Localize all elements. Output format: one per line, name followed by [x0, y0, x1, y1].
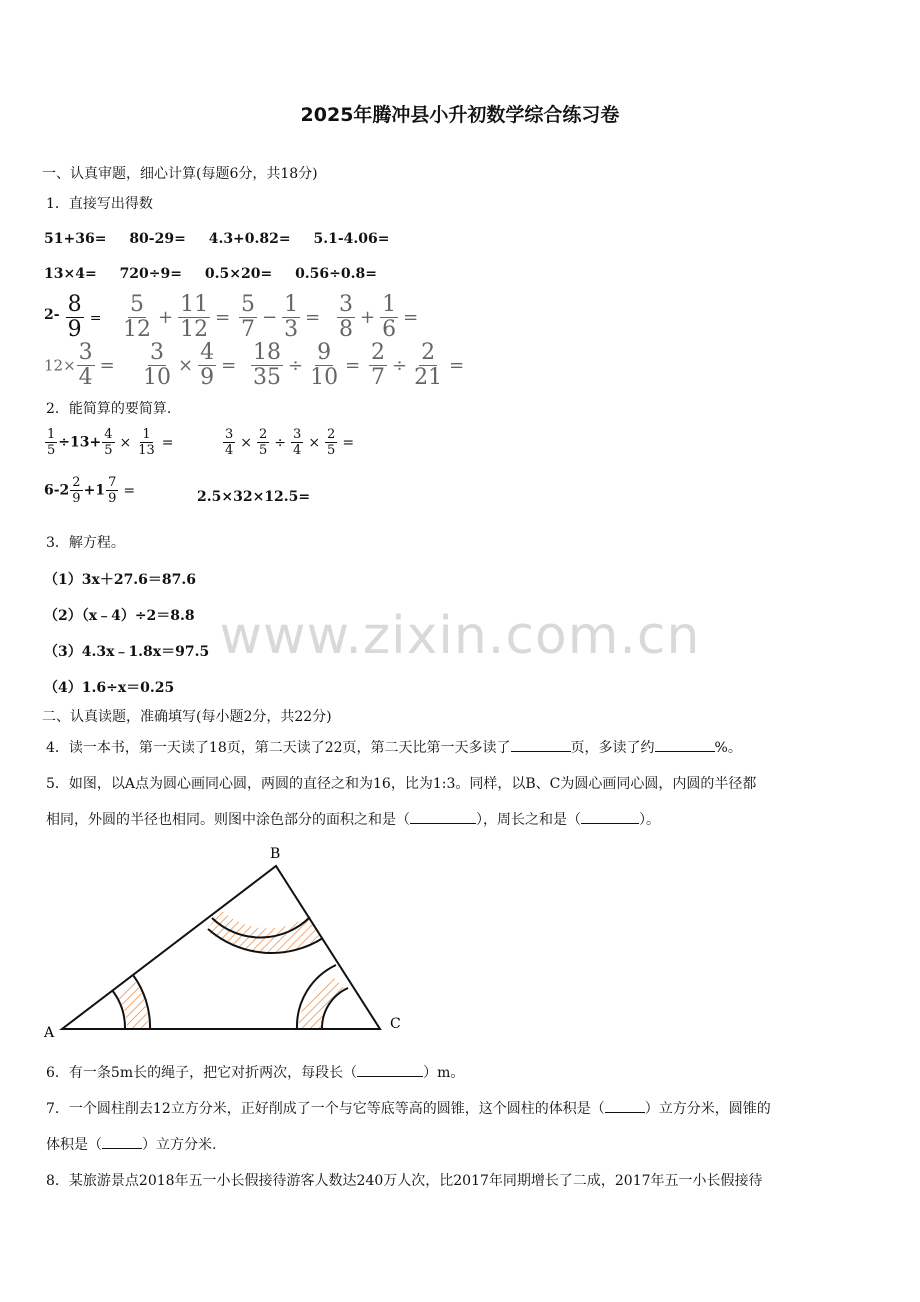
q7-line1: 7．一个圆柱削去12立方分米，正好削成了一个与它等底等高的圆锥，这个圆柱的体积是（ ）立方分米，圆锥的: [46, 1098, 771, 1118]
q1-row3-expr3: $\frac{5}{7}$ − $\frac{1}{3}$ =: [241, 292, 321, 342]
triangle: [62, 866, 380, 1029]
label-b: B: [270, 846, 281, 862]
q1-row1-item: 5.1-4.06=: [313, 231, 390, 247]
answer-blank[interactable]: [655, 737, 715, 752]
q1-row2: [44, 266, 395, 282]
q3-equation: （2）（x﹣4）÷2＝8.8: [44, 608, 195, 624]
answer-blank[interactable]: [605, 1098, 645, 1113]
answer-blank[interactable]: [581, 809, 639, 824]
watermark: www.zixin.com.cn: [219, 606, 701, 666]
q2-expr4: 2.5×32×12.5=: [197, 489, 311, 505]
q3-equation: （3）4.3x﹣1.8x＝97.5: [44, 644, 210, 660]
q1-row4-expr2: $\frac{3}{10}$ × $\frac{4}{9}$ =: [143, 340, 237, 390]
q1-row3-lead: 2-: [44, 306, 60, 323]
q2-expr1: $\frac{1}{5}$ ÷13+ $\frac{4}{5}$ × $\frac{1}{13}$ =: [47, 427, 174, 458]
q1-row4-expr4: $\frac{2}{7}$ ÷ $\frac{2}{21}$ =: [371, 340, 465, 390]
q1-row4-expr1: 12× $\frac{3}{4}$ =: [44, 340, 115, 390]
section-1-heading: 一、认真审题，细心计算(每题6分，共18分): [42, 166, 318, 182]
q3-label: 3．解方程。: [46, 535, 125, 551]
q1-row2-item: 0.5×20=: [204, 266, 273, 282]
page-title: 2025年腾冲县小升初数学综合练习卷: [300, 104, 620, 126]
label-a: A: [44, 1025, 55, 1041]
q2-expr3: 6-2 $\frac{2}{9}$ +1 $\frac{7}{9}$ =: [44, 475, 136, 506]
q7-line2: 体积是（ ）立方分米.: [46, 1134, 216, 1154]
answer-blank[interactable]: [102, 1134, 142, 1149]
q5-line1: 5．如图，以A点为圆心画同心圆，两圆的直径之和为16，比为1:3。同样，以B、C为圆心画同心圆，内圆的半径都: [46, 776, 757, 792]
answer-blank[interactable]: [511, 737, 571, 752]
q8-text: 8．某旅游景点2018年五一小长假接待游客人数达240万人次，比2017年同期增长了二成，2017年五一小长假接待: [46, 1173, 763, 1189]
q1-row1-item: 51+36=: [44, 231, 107, 247]
q3-equation: （4）1.6÷x＝0.25: [44, 680, 175, 696]
q1-label: 1．直接写出得数: [46, 196, 153, 212]
q3-equation: （1）3x＋27.6＝87.6: [44, 572, 197, 588]
q4-text: 4．读一本书，第一天读了18页，第二天读了22页，第二天比第一天多读了 页，多读了约 %。: [46, 737, 742, 757]
section-2-heading: 二、认真读题，准确填写(每小题2分，共22分): [42, 709, 332, 725]
answer-blank[interactable]: [357, 1062, 423, 1077]
q1-row2-item: 720÷9=: [119, 266, 182, 282]
label-c: C: [390, 1016, 401, 1032]
q1-row2-item: 13×4=: [44, 266, 97, 282]
q5-line2: 相同，外圆的半径也相同。则图中涂色部分的面积之和是（ ），周长之和是（ ）。: [46, 809, 660, 829]
q1-row1-item: 4.3+0.82=: [208, 231, 291, 247]
fraction: $\frac{8}{9}$: [67, 292, 82, 342]
q1-row3-expr4: $\frac{3}{8}$ + $\frac{1}{6}$ =: [339, 292, 419, 342]
q1-row1-item: 80-29=: [129, 231, 186, 247]
q1-row2-item: 0.56÷0.8=: [295, 266, 377, 282]
q6-text: 6．有一条5m长的绳子，把它对折两次，每段长（ ）m。: [46, 1062, 464, 1082]
triangle-diagram: [40, 840, 420, 1050]
q1-row3-expr2: $\frac{5}{12}$ + $\frac{11}{12}$ =: [123, 292, 231, 342]
answer-blank[interactable]: [410, 809, 476, 824]
q2-expr2: $\frac{3}{4}$ × $\frac{2}{5}$ ÷ $\frac{3}{4}$ × $\frac{2}{5}$ =: [225, 427, 355, 458]
shaded-ring-b: [206, 911, 320, 953]
q1-row3: 2- $\frac{8}{9}$ =: [44, 292, 102, 342]
q1-row4-expr3: $\frac{18}{35}$ ÷ $\frac{9}{10}$ =: [253, 340, 361, 390]
q2-label: 2．能简算的要简算.: [46, 401, 172, 417]
q1-row1: [44, 231, 408, 247]
